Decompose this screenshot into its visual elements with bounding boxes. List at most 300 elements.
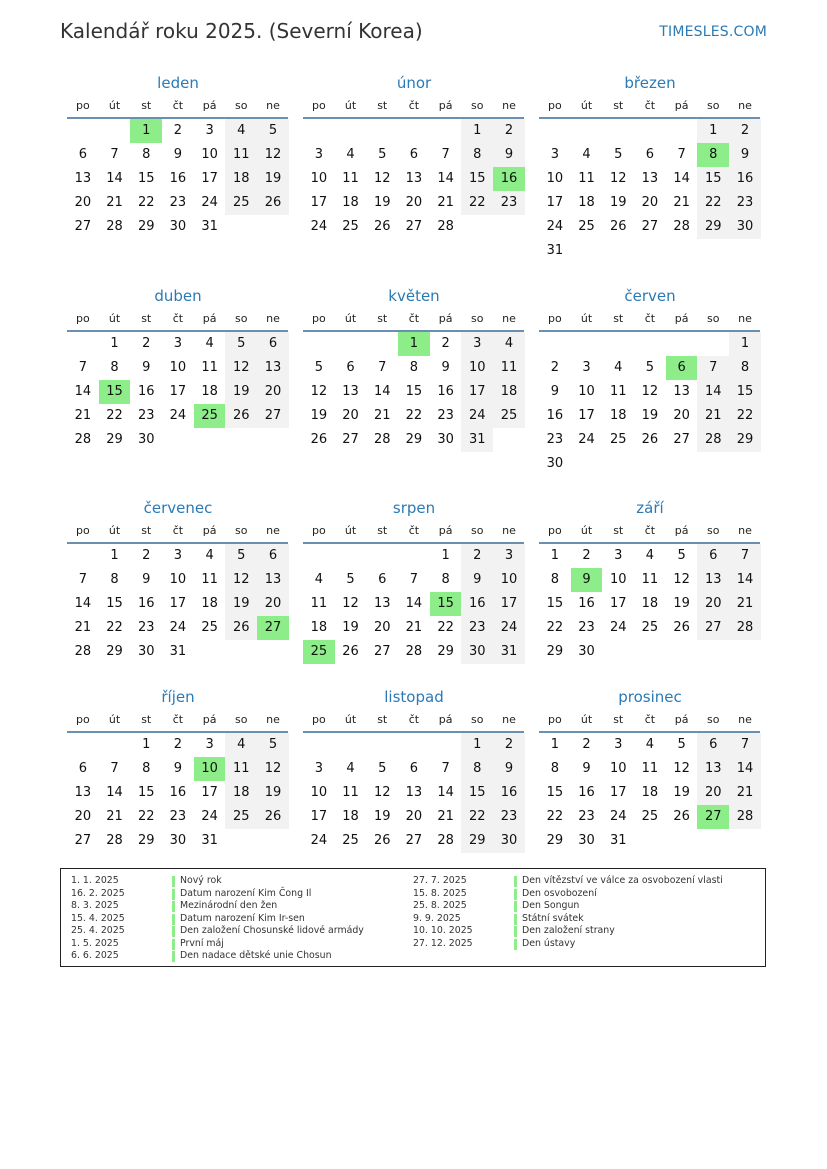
day-cell: 12 [342, 596, 359, 611]
weekday-label: čt [172, 312, 184, 325]
day-cell: 12 [225, 568, 257, 592]
day-cell: 22 [461, 805, 493, 829]
day-cell: 21 [437, 195, 454, 210]
day-cell: 11 [641, 572, 659, 587]
day-cell: 10 [169, 572, 187, 587]
day-cell: 20 [697, 592, 729, 616]
day-cell: 23 [578, 620, 595, 635]
day-cell: 11 [493, 356, 525, 380]
day-cell: 6 [697, 544, 729, 568]
day-cell: 10 [310, 171, 328, 186]
weekday-label: st [141, 713, 152, 726]
day-cell: 23 [169, 195, 187, 210]
day-cell: 16 [437, 384, 454, 399]
day-cell: 20 [257, 592, 289, 616]
month-name: duben [154, 287, 202, 305]
day-cell: 17 [546, 195, 564, 210]
day-cell: 11 [225, 143, 257, 167]
weekday-label: pá [438, 99, 453, 112]
day-cell: 2 [441, 336, 450, 351]
day-cell: 3 [461, 332, 493, 356]
day-cell: 24 [310, 833, 328, 848]
weekday-label: út [344, 524, 357, 537]
holiday-color-marker [172, 889, 175, 900]
day-cell: 31 [546, 243, 564, 258]
day-cell: 22 [546, 620, 564, 635]
day-cell: 5 [645, 360, 655, 375]
day-cell: 29 [729, 428, 761, 452]
weekday-label: pá [674, 99, 689, 112]
day-cell: 18 [201, 596, 218, 611]
day-cell: 23 [578, 809, 595, 824]
day-cell: 23 [546, 432, 564, 447]
weekday-label: pá [202, 99, 217, 112]
day-cell: 30 [729, 215, 761, 239]
day-cell: 9 [142, 572, 151, 587]
weekday-header [539, 307, 761, 330]
day-cell: 28 [437, 833, 454, 848]
month-name: červenec [143, 499, 213, 517]
day-cell: 10 [578, 384, 595, 399]
weekday-label: st [613, 99, 624, 112]
day-cell: 9 [461, 568, 493, 592]
day-cell: 4 [225, 733, 257, 757]
holiday-color-marker [172, 951, 175, 962]
day-cell: 13 [697, 757, 729, 781]
day-cell: 23 [493, 191, 525, 215]
day-cell: 13 [697, 568, 729, 592]
day-cell: 8 [550, 761, 559, 776]
day-cell: 23 [437, 408, 454, 423]
holiday-color-marker [514, 876, 517, 887]
day-cell: 12 [257, 143, 289, 167]
day-cell: 4 [582, 147, 591, 162]
weekday-label: út [344, 99, 357, 112]
day-cell: 31 [201, 833, 218, 848]
month-name: říjen [161, 688, 195, 706]
day-cell: 21 [74, 620, 92, 635]
day-cell: 2 [173, 123, 183, 138]
month-name: červen [624, 287, 676, 305]
day-cell: 19 [257, 781, 289, 805]
day-cell: 1 [142, 737, 151, 752]
day-cell: 5 [677, 548, 686, 563]
day-cell: 24 [201, 809, 218, 824]
day-cell: 7 [677, 147, 686, 162]
day-cell: 29 [137, 833, 155, 848]
weekday-header [539, 519, 761, 542]
day-cell: 10 [201, 147, 218, 162]
day-cell: 6 [645, 147, 655, 162]
weekday-label: st [377, 312, 388, 325]
day-cell: 26 [225, 616, 257, 640]
holiday-color-marker [514, 926, 517, 937]
day-cell: 25 [578, 219, 595, 234]
day-cell: 29 [697, 215, 729, 239]
weekday-label: ne [502, 312, 516, 325]
day-cell: 15 [405, 384, 423, 399]
day-cell: 11 [342, 171, 359, 186]
day-cell: 16 [137, 596, 155, 611]
day-cell: 15 [137, 171, 155, 186]
day-cell: 26 [257, 805, 289, 829]
day-cell: 16 [461, 592, 493, 616]
day-cell: 19 [641, 408, 659, 423]
weekday-label: ne [266, 312, 280, 325]
day-cell: 19 [225, 592, 257, 616]
day-cell: 20 [342, 408, 359, 423]
day-cell: 9 [550, 384, 559, 399]
day-cell: 17 [578, 408, 595, 423]
day-cell: 12 [673, 572, 690, 587]
day-cell: 19 [257, 167, 289, 191]
day-cell: 19 [342, 620, 359, 635]
weekday-label: ne [738, 312, 752, 325]
holiday-day-cell: 16 [493, 167, 525, 191]
day-cell: 24 [609, 809, 627, 824]
day-cell: 6 [409, 147, 419, 162]
day-cell: 24 [546, 219, 564, 234]
month-name: leden [157, 74, 199, 92]
weekday-header [539, 708, 761, 731]
weekday-label: ne [266, 524, 280, 537]
day-cell: 4 [493, 332, 525, 356]
day-cell: 3 [493, 544, 525, 568]
legend-date: 16. 2. 2025 [71, 887, 125, 899]
weekday-header [303, 307, 525, 330]
holiday-color-marker [172, 901, 175, 912]
holiday-color-marker [514, 939, 517, 950]
weekday-label: čt [644, 99, 656, 112]
day-cell: 14 [729, 568, 761, 592]
day-cell: 29 [405, 432, 423, 447]
weekday-label: pá [674, 312, 689, 325]
day-grid [539, 733, 761, 853]
weekday-label: so [471, 713, 484, 726]
weekday-label: út [580, 99, 593, 112]
day-cell: 5 [378, 761, 387, 776]
legend-date: 8. 3. 2025 [71, 900, 119, 911]
day-cell: 17 [310, 195, 328, 210]
day-cell: 12 [373, 171, 391, 186]
day-cell: 21 [729, 592, 761, 616]
weekday-label: so [471, 524, 484, 537]
day-cell: 6 [78, 761, 87, 776]
day-cell: 12 [225, 356, 257, 380]
weekday-header [67, 519, 289, 542]
weekday-label: út [580, 713, 593, 726]
weekday-label: pá [438, 312, 453, 325]
day-cell: 26 [342, 644, 359, 659]
holiday-day-cell: 25 [303, 640, 335, 664]
day-cell: 21 [373, 408, 391, 423]
day-cell: 24 [461, 404, 493, 428]
day-cell: 18 [225, 167, 257, 191]
day-cell: 27 [74, 833, 92, 848]
legend-date: 10. 10. 2025 [413, 925, 473, 936]
day-cell: 16 [493, 781, 525, 805]
day-cell: 15 [137, 785, 155, 800]
day-cell: 3 [582, 360, 591, 375]
day-grid [539, 544, 761, 664]
day-cell: 17 [310, 809, 328, 824]
day-cell: 24 [493, 616, 525, 640]
day-cell: 24 [609, 620, 627, 635]
holiday-day-cell: 15 [430, 592, 462, 616]
month-name: květen [388, 287, 440, 305]
holiday-color-marker [514, 914, 517, 925]
day-cell: 25 [342, 833, 359, 848]
day-cell: 19 [373, 195, 391, 210]
day-cell: 8 [461, 143, 493, 167]
day-cell: 19 [373, 809, 391, 824]
legend-date: 27. 7. 2025 [413, 875, 467, 886]
day-cell: 21 [729, 781, 761, 805]
day-cell: 5 [225, 544, 257, 568]
day-cell: 11 [201, 360, 218, 375]
day-cell: 20 [74, 809, 92, 824]
day-grid [67, 119, 289, 239]
day-cell: 22 [437, 620, 454, 635]
day-cell: 22 [405, 408, 423, 423]
day-cell: 13 [405, 171, 423, 186]
weekday-label: út [344, 713, 357, 726]
day-cell: 12 [673, 761, 690, 776]
weekday-label: ne [738, 524, 752, 537]
day-cell: 10 [609, 761, 627, 776]
day-cell: 24 [310, 219, 328, 234]
day-cell: 24 [578, 432, 595, 447]
day-cell: 23 [493, 805, 525, 829]
month-leden [67, 72, 289, 239]
day-cell: 1 [441, 548, 450, 563]
day-cell: 24 [201, 195, 218, 210]
day-cell: 3 [205, 123, 214, 138]
day-cell: 9 [493, 143, 525, 167]
day-cell: 4 [614, 360, 623, 375]
day-cell: 18 [342, 809, 359, 824]
holiday-color-marker [514, 901, 517, 912]
legend-holiday-name: Den založení Chosunské lidové armády [180, 925, 364, 936]
day-cell: 27 [373, 644, 391, 659]
weekday-label: po [311, 713, 326, 726]
day-cell: 30 [169, 833, 187, 848]
holiday-color-marker [172, 939, 175, 950]
day-cell: 26 [257, 191, 289, 215]
holiday-legend [60, 868, 766, 967]
weekday-label: st [377, 524, 388, 537]
day-cell: 14 [106, 785, 123, 800]
holiday-day-cell: 1 [130, 119, 162, 143]
day-cell: 28 [106, 833, 123, 848]
weekday-label: čt [644, 312, 656, 325]
day-cell: 6 [378, 572, 387, 587]
day-cell: 7 [441, 147, 450, 162]
day-cell: 13 [673, 384, 690, 399]
day-cell: 29 [546, 644, 564, 659]
day-cell: 2 [582, 737, 591, 752]
day-cell: 10 [546, 171, 564, 186]
weekday-label: st [141, 99, 152, 112]
weekday-label: út [108, 713, 121, 726]
day-cell: 14 [405, 596, 423, 611]
day-grid [303, 332, 525, 452]
weekday-label: čt [408, 713, 420, 726]
day-cell: 27 [405, 219, 423, 234]
day-cell: 21 [405, 620, 423, 635]
day-cell: 3 [173, 548, 183, 563]
day-cell: 4 [205, 336, 214, 351]
day-cell: 14 [74, 384, 92, 399]
day-cell: 21 [106, 195, 123, 210]
day-cell: 31 [461, 428, 493, 452]
weekday-header [539, 94, 761, 117]
day-cell: 1 [461, 733, 493, 757]
day-cell: 25 [201, 620, 218, 635]
day-cell: 7 [409, 572, 419, 587]
site-brand-link[interactable]: TIMESLES.COM [659, 24, 767, 40]
day-cell: 8 [142, 147, 151, 162]
day-cell: 26 [673, 809, 690, 824]
day-cell: 14 [437, 785, 454, 800]
day-cell: 20 [373, 620, 391, 635]
day-cell: 20 [697, 781, 729, 805]
holiday-day-cell: 1 [398, 332, 430, 356]
day-cell: 24 [169, 408, 187, 423]
legend-holiday-name: Státní svátek [522, 912, 584, 924]
weekday-label: po [547, 713, 562, 726]
day-cell: 31 [609, 833, 627, 848]
day-cell: 18 [201, 384, 218, 399]
legend-date: 25. 4. 2025 [71, 925, 125, 936]
day-cell: 28 [405, 644, 423, 659]
weekday-label: po [75, 713, 90, 726]
day-cell: 6 [409, 761, 419, 776]
day-cell: 9 [729, 143, 761, 167]
day-cell: 22 [697, 191, 729, 215]
day-cell: 22 [546, 809, 564, 824]
weekday-label: po [75, 524, 90, 537]
day-cell: 30 [169, 219, 187, 234]
legend-holiday-name: Den osvobození [522, 887, 597, 899]
day-cell: 29 [461, 829, 493, 853]
day-cell: 15 [546, 596, 564, 611]
weekday-header [67, 94, 289, 117]
holiday-color-marker [172, 914, 175, 925]
day-cell: 7 [110, 761, 119, 776]
month-duben [67, 285, 289, 452]
weekday-label: po [547, 99, 562, 112]
day-cell: 17 [201, 171, 218, 186]
day-cell: 3 [614, 548, 623, 563]
day-cell: 27 [673, 432, 690, 447]
day-cell: 29 [106, 644, 123, 659]
weekday-label: so [707, 713, 720, 726]
weekday-label: pá [202, 524, 217, 537]
day-cell: 15 [106, 596, 123, 611]
month-prosinec [539, 686, 761, 853]
day-cell: 1 [110, 548, 119, 563]
weekday-label: út [108, 99, 121, 112]
weekday-label: čt [172, 713, 184, 726]
day-cell: 6 [346, 360, 355, 375]
weekday-label: ne [738, 713, 752, 726]
day-cell: 16 [729, 167, 761, 191]
day-cell: 26 [373, 219, 391, 234]
weekday-label: so [235, 312, 248, 325]
day-cell: 31 [493, 640, 525, 664]
day-cell: 14 [729, 757, 761, 781]
day-cell: 8 [409, 360, 419, 375]
month-name: listopad [384, 688, 444, 706]
legend-date: 15. 4. 2025 [71, 912, 125, 924]
holiday-day-cell: 27 [697, 805, 729, 829]
day-cell: 7 [110, 147, 119, 162]
day-cell: 4 [205, 548, 214, 563]
day-cell: 28 [437, 219, 454, 234]
month-name: únor [396, 74, 432, 92]
holiday-day-cell: 25 [194, 404, 226, 428]
day-cell: 16 [546, 408, 564, 423]
month-name: prosinec [618, 688, 682, 706]
day-cell: 1 [110, 336, 119, 351]
day-cell: 22 [729, 404, 761, 428]
month-červen [539, 285, 761, 476]
weekday-label: pá [674, 713, 689, 726]
day-cell: 30 [578, 644, 595, 659]
day-cell: 17 [493, 592, 525, 616]
day-cell: 5 [257, 733, 289, 757]
month-březen [539, 72, 761, 263]
day-cell: 10 [310, 785, 328, 800]
day-cell: 7 [729, 733, 761, 757]
day-cell: 2 [582, 548, 591, 563]
weekday-label: so [707, 312, 720, 325]
day-cell: 5 [614, 147, 623, 162]
day-cell: 12 [257, 757, 289, 781]
day-cell: 9 [142, 360, 151, 375]
weekday-label: pá [438, 713, 453, 726]
weekday-label: ne [266, 713, 280, 726]
day-cell: 1 [461, 119, 493, 143]
weekday-label: po [75, 99, 90, 112]
day-cell: 13 [257, 356, 289, 380]
legend-date: 1. 5. 2025 [71, 937, 119, 949]
day-cell: 11 [609, 384, 627, 399]
day-cell: 9 [582, 761, 591, 776]
day-cell: 29 [137, 219, 155, 234]
day-cell: 12 [641, 384, 659, 399]
legend-date: 25. 8. 2025 [413, 900, 467, 911]
day-cell: 15 [546, 785, 564, 800]
day-grid [539, 332, 761, 476]
day-cell: 22 [106, 620, 123, 635]
weekday-label: čt [644, 713, 656, 726]
day-cell: 28 [729, 805, 761, 829]
weekday-label: st [377, 99, 388, 112]
day-cell: 9 [173, 147, 183, 162]
day-cell: 30 [137, 644, 155, 659]
day-cell: 10 [169, 360, 187, 375]
day-cell: 2 [173, 737, 183, 752]
day-cell: 27 [257, 404, 289, 428]
day-cell: 27 [74, 219, 92, 234]
weekday-label: čt [408, 524, 420, 537]
legend-date: 27. 12. 2025 [413, 937, 473, 949]
day-cell: 13 [373, 596, 391, 611]
day-cell: 23 [729, 191, 761, 215]
day-cell: 28 [373, 432, 391, 447]
